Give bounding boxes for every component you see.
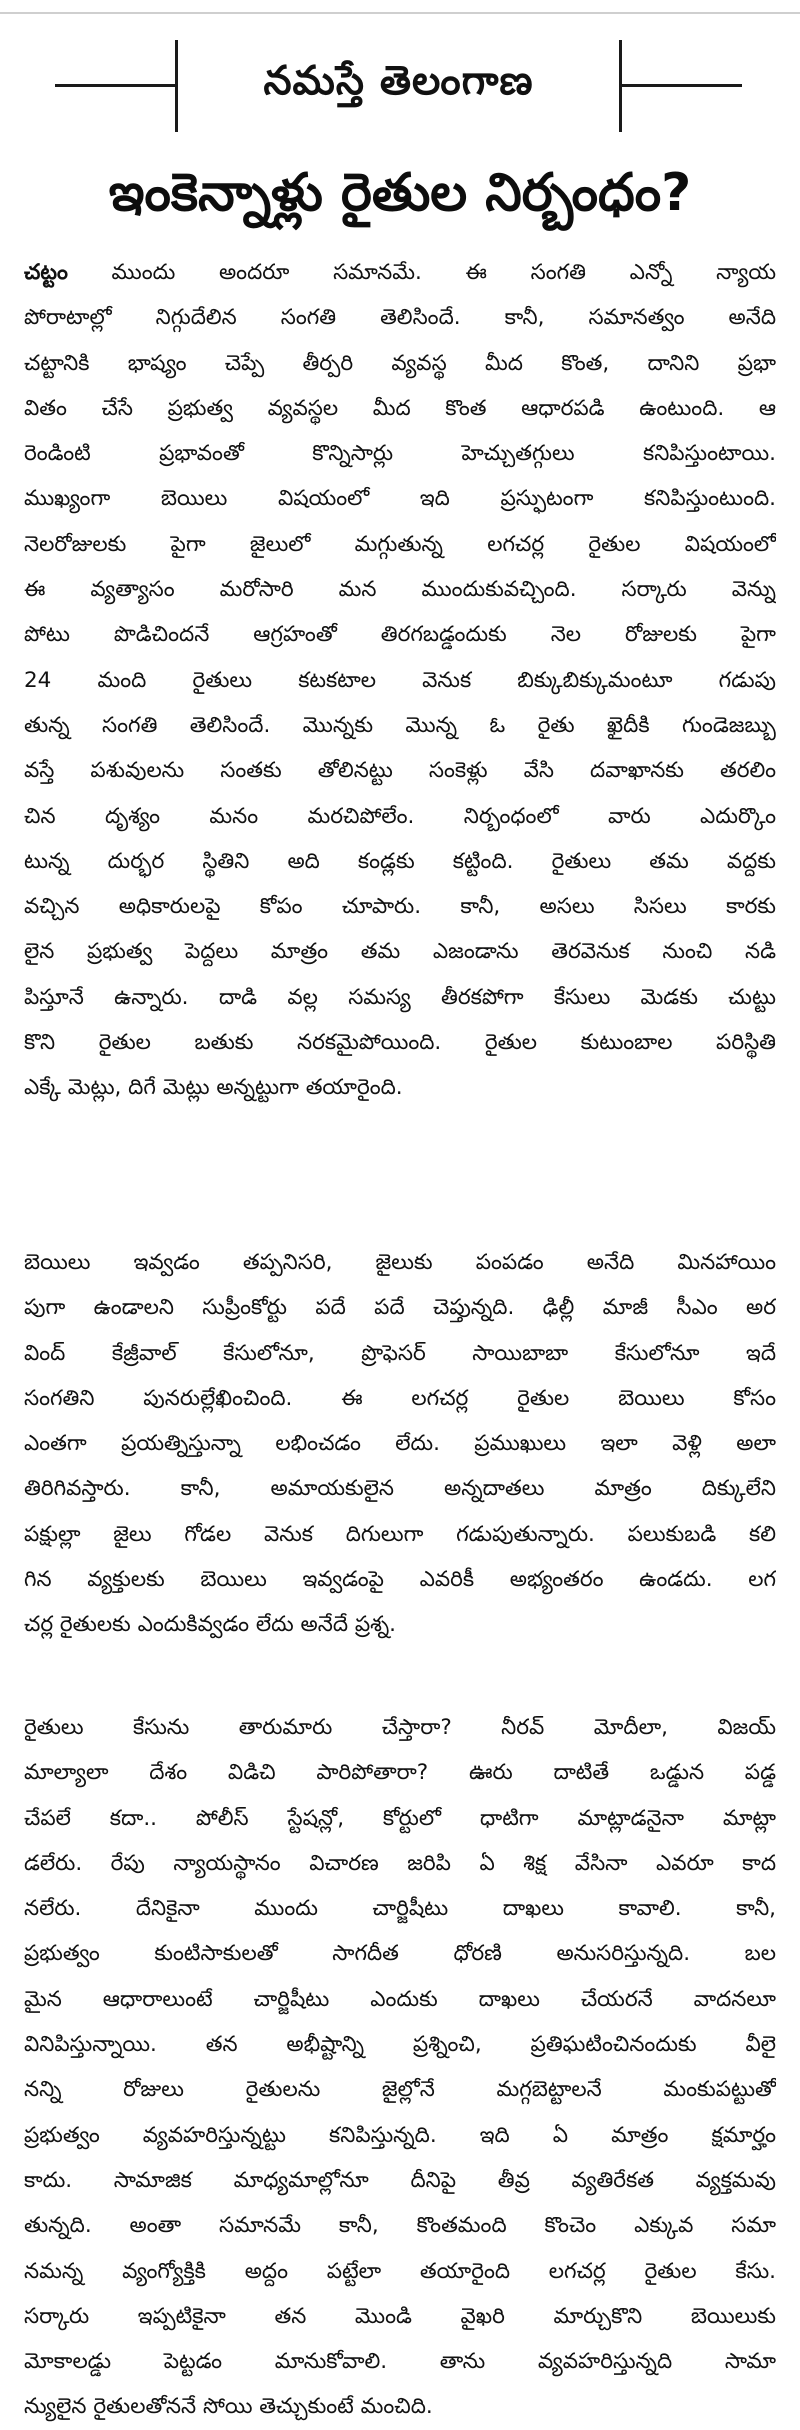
article-line: మాల్యాలా దేశం విడిచి పారిపోతారా? ఊరు దాటితే ఒడ్డున పడ్డ [24,1760,776,1786]
article-line: నన్ని రోజులు రైతులను జైల్లోనే మగ్గబెట్టాలనే మంకుపట్టుతో [24,2077,776,2103]
top-divider [0,12,800,14]
article-line: చట్టానికి భాష్యం చెప్పే తీర్పరి వ్యవస్థ మీద కొంత, దానిని ప్రభా [24,350,776,376]
article-line: మైన ఆధారాలుంటే చార్జిషీటు ఎందుకు దాఖలు చేయరనే వాదనలూ [24,1986,776,2012]
article-line: తిరిగివస్తారు. కానీ, అమాయకులైన అన్నదాతలు మాత్రం దిక్కులేని [24,1476,776,1502]
article-line: ఎంతగా ప్రయత్నిస్తున్నా లభించడం లేదు. ప్రముఖులు ఇలా వెళ్లి అలా [24,1431,776,1457]
article-line: వస్తే పశువులను సంతకు తోలినట్టు సంకెళ్లు వేసి దవాఖానకు తరలిం [24,758,776,784]
article-line: చిన దృశ్యం మనం మరచిపోలేం. నిర్బంధంలో వారు ఎదుర్కొం [24,803,776,829]
article-line: టున్న దుర్భర స్థితిని అది కండ్లకు కట్టింది. రైతులు తమ వద్దకు [24,848,776,874]
article-line: చట్టం ముందు అందరూ సమానమే. ఈ సంగతి ఎన్నో న్యాయ [24,260,776,285]
article-line: చర్ల రైతులకు ఎందుకివ్వడం లేదు అనేదే ప్రశ్న. [24,1612,396,1638]
article-line: సర్కారు ఇప్పటికైనా తన మొండి వైఖరి మార్చుకొని బెయిలుకు [24,2303,776,2329]
article-line: కొని రైతుల బతుకు నరకమైపోయింది. రైతుల కుటుంబాల పరిస్థితి [24,1030,776,1056]
article-line: నలేరు. దేనికైనా ముందు చార్జిషీటు దాఖలు కావాలి. కానీ, [24,1896,776,1922]
article-line: నమన్న వ్యంగ్యోక్తికి అద్దం పట్టేలా తయారైంది లగచర్ల రైతుల కేసు. [24,2258,776,2284]
article-line: కాదు. సామాజిక మాధ్యమాల్లోనూ దీనిపై తీవ్ర వ్యతిరేకత వ్యక్తమవు [24,2167,776,2193]
article-line: పోటు పొడిచిందనే ఆగ్రహంతో తిరగబడ్డందుకు నెల రోజులకు పైగా [24,622,776,648]
article-line: ఈ వ్యత్యాసం మరోసారి మన ముందుకువచ్చింది. సర్కారు వెన్ను [24,577,776,603]
article-line: నెలరోజులకు పైగా జైలులో మగ్గుతున్న లగచర్ల రైతుల విషయంలో [24,531,776,557]
article-line: వింద్ కేజ్రీవాల్ కేసులోనూ, ప్రొఫెసర్ సాయిబాబా కేసులోనూ ఇదే [24,1340,776,1366]
article-line: పక్షుల్లా జైలు గోడల వెనుక దిగులుగా గడుపుతున్నారు. పలుకుబడి కలి [24,1521,776,1547]
article-line: లైన ప్రభుత్వ పెద్దలు మాత్రం తమ ఎజండాను తెరవెనుక నుంచి నడి [24,939,776,965]
article-line: పుగా ఉండాలని సుప్రీంకోర్టు పదే పదే చెప్తున్నది. ఢిల్లీ మాజీ సీఎం అర [24,1295,776,1321]
article-line: గిన వ్యక్తులకు బెయిలు ఇవ్వడంపై ఎవరికీ అభ్యంతరం ఉండదు. లగ [24,1567,776,1593]
article-line: వినిపిస్తున్నాయి. తన అభీష్టాన్ని ప్రశ్నించి, ప్రతిఘటించినందుకు వీలై [24,2032,776,2058]
article-paragraph-3 [24,1705,776,2430]
article-line: బెయిలు ఇవ్వడం తప్పనిసరి, జైలుకు పంపడం అనేది మినహాయిం [24,1250,776,1275]
article-line: తున్న సంగతి తెలిసిందే. మొన్నకు మొన్న ఓ రైతు ఖైదీకి గుండెజబ్బు [24,712,776,738]
article-line: పోరాటాల్లో నిగ్గుదేలిన సంగతి తెలిసిందే. కానీ, సమానత్వం అనేది [24,305,776,331]
article-line: డలేరు. రేపు న్యాయస్థానం విచారణ జరిపి ఏ శిక్ష వేసినా ఎవరూ కాద [24,1850,776,1876]
publication-name: నమస్తే తెలంగాణ [263,58,534,104]
article-line: ఎక్కే మెట్లు, దిగే మెట్లు అన్నట్టుగా తయారైంది. [24,1075,403,1101]
article-line: రెండింటి ప్రభావంతో కొన్నిసార్లు హెచ్చుతగ్గులు కనిపిస్తుంటాయి. [24,441,776,467]
article-line: మోకాలడ్డు పెట్టడం మానుకోవాలి. తాను వ్యవహరిస్తున్నది సామా [24,2349,776,2375]
article-line: ముఖ్యంగా బెయిలు విషయంలో ఇది ప్రస్ఫుటంగా కనిపిస్తుంటుంది. [24,486,776,512]
masthead-rule-right [622,84,742,87]
article-line: 24 మంది రైతులు కటకటాల వెనుక బిక్కుబిక్కుమంటూ గడుపు [24,667,776,693]
article-line: చేపలే కదా.. పోలీస్ స్టేషన్లో, కోర్టులో ధాటిగా మాట్లాడనైనా మాట్లా [24,1805,776,1831]
lead-word: చట్టం [24,260,68,285]
article-line: పిస్తూనే ఉన్నారు. దాడి వల్ల సమస్య తీరకపోగా కేసులు మెడకు చుట్టు [24,984,776,1010]
article-line: వితం చేసే ప్రభుత్వ వ్యవస్థల మీద కొంత ఆధారపడి ఉంటుంది. ఆ [24,395,776,421]
article-line: సంగతిని పునరుల్లేఖించింది. ఈ లగచర్ల రైతుల బెయిలు కోసం [24,1385,776,1411]
article-paragraph-2 [24,1240,776,1648]
article-line: తున్నది. అంతా సమానమే కానీ, కొంతమంది కొంచెం ఎక్కువ సమా [24,2213,776,2239]
article-paragraph-1 [24,250,776,1111]
article-line: ప్రభుత్వం కుంటిసాకులతో సాగదీత ధోరణి అనుసరిస్తున్నది. బల [24,1941,776,1967]
article-line: వచ్చిన అధికారులపై కోపం చూపారు. కానీ, అసలు సిసలు కారకు [24,894,776,920]
article-line: రైతులు కేసును తారుమారు చేస్తారా? నీరవ్ మోదీలా, విజయ్ [24,1715,776,1740]
masthead-rule-left [55,84,175,87]
masthead [0,40,800,132]
headline: ఇంకెన్నాళ్లు రైతుల నిర్బంధం? [108,163,692,223]
article-line: ప్రభుత్వం వ్యవహరిస్తున్నట్టు కనిపిస్తున్నది. ఇది ఏ మాత్రం క్షమార్హం [24,2122,776,2148]
masthead-box [175,40,622,132]
article-line: న్యులైన రైతులతోననే సోయి తెచ్చుకుంటే మంచిది. [24,2394,433,2420]
